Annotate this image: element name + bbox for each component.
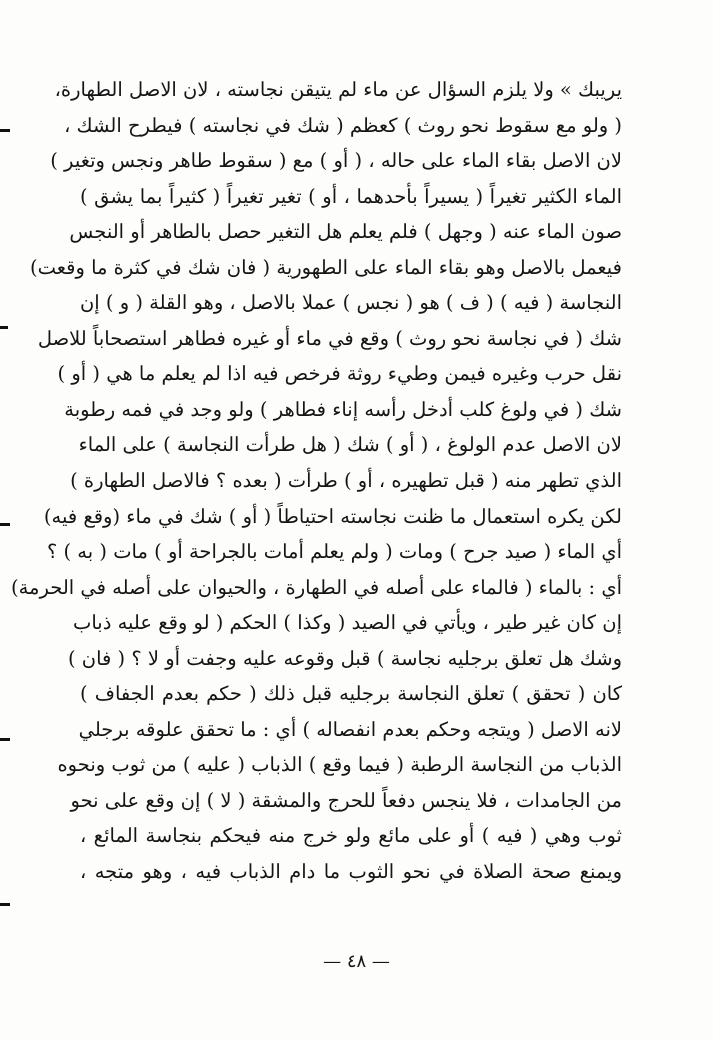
body-text bbox=[10, 72, 622, 890]
page-edge-mark bbox=[0, 326, 8, 329]
text-line: الماء الكثير تغيراً ( يسيراً بأحدهما ، أو ) تغير تغيراً ( كثيراً بما يشق ) bbox=[80, 184, 622, 208]
page-edge-mark bbox=[0, 903, 10, 906]
text-line: ( ولو مع سقوط نحو روث ) كعظم ( شك في نجاسته ) فيطرح الشك ، bbox=[64, 113, 622, 137]
text-line: إن كان غير طير ، ويأتي في الصيد ( وكذا ) الحكم ( لو وقع عليه ذباب bbox=[72, 611, 622, 635]
page-edge-mark bbox=[0, 738, 10, 741]
text-line: الذي تطهر منه ( قبل تطهيره ، أو ) طرأت ( بعده ؟ فالاصل الطهارة ) bbox=[70, 469, 622, 493]
text-line: فيعمل بالاصل وهو بقاء الماء على الطهورية ( فان شك في كثرة ما وقعت) bbox=[30, 255, 622, 279]
text-line: أي : بالماء ( فالماء على أصله في الطهارة ، والحيوان على أصله في الحرمة) bbox=[10, 575, 622, 599]
text-line: لان الاصل بقاء الماء على حاله ، ( أو ) مع ( سقوط طاهر ونجس وتغير ) bbox=[50, 149, 622, 173]
text-line: لان الاصل عدم الولوغ ، ( أو ) شك ( هل طرأت النجاسة ) على الماء bbox=[78, 433, 622, 457]
text-line: وشك هل تعلق برجليه نجاسة ) قبل وقوعه عليه وجفت أو لا ؟ ( فان ) bbox=[67, 646, 622, 670]
text-line: من الجامدات ، فلا ينجس دفعاً للحرج والمشقة ( لا ) إن وقع على نحو bbox=[70, 788, 622, 812]
text-line: أي الماء ( صيد جرح ) ومات ( ولم يعلم أمات بالجراحة أو ) مات ( به ) ؟ bbox=[46, 540, 622, 564]
text-line: صون الماء عنه ( وجهل ) فلم يعلم هل التغير حصل بالطاهر أو النجس bbox=[69, 220, 622, 244]
text-line: لانه الاصل ( ويتجه وحكم بعدم انفصاله ) أي : ما تحقق علوقه برجلي bbox=[78, 717, 622, 741]
text-line: شك ( في ولوغ كلب أدخل رأسه إناء فطاهر ) ولو وجد في فمه رطوبة bbox=[64, 397, 622, 421]
text-line: شك ( في نجاسة نحو روث ) وقع في ماء أو غيره فطاهر استصحاباً للاصل bbox=[37, 326, 622, 350]
page-edge-mark bbox=[0, 129, 10, 132]
text-line: نقل حرب وغيره فيمن وطيء روثة فرخص فيه اذا لم يعلم ما هي ( أو ) bbox=[57, 362, 622, 386]
text-line: لكن يكره استعمال ما ظنت نجاسته احتياطاً ( أو ) شك في ماء (وقع فيه) bbox=[43, 504, 622, 528]
text-line: الذباب من النجاسة الرطبة ( فيما وقع ) الذباب ( عليه ) من ثوب ونحوه bbox=[57, 753, 622, 777]
text-line: ويمنع صحة الصلاة في نحو الثوب ما دام الذباب فيه ، وهو متجه ، bbox=[80, 860, 622, 884]
page-number: — ٤٨ — bbox=[323, 951, 390, 972]
page-edge-mark bbox=[0, 523, 10, 526]
text-line: النجاسة ( فيه ) ( ف ) هو ( نجس ) عملا بالاصل ، وهو القلة ( و ) إن bbox=[79, 291, 622, 315]
text-line: يريبك » ولا يلزم السؤال عن ماء لم يتيقن نجاسته ، لان الاصل الطهارة، bbox=[54, 78, 622, 101]
text-line: كان ( تحقق ) تعلق النجاسة برجليه قبل ذلك ( حكم بعدم الجفاف ) bbox=[80, 682, 622, 706]
text-line: ثوب وهي ( فيه ) أو على مائع ولو خرج منه فيحكم بنجاسة المائع ، bbox=[80, 824, 622, 848]
